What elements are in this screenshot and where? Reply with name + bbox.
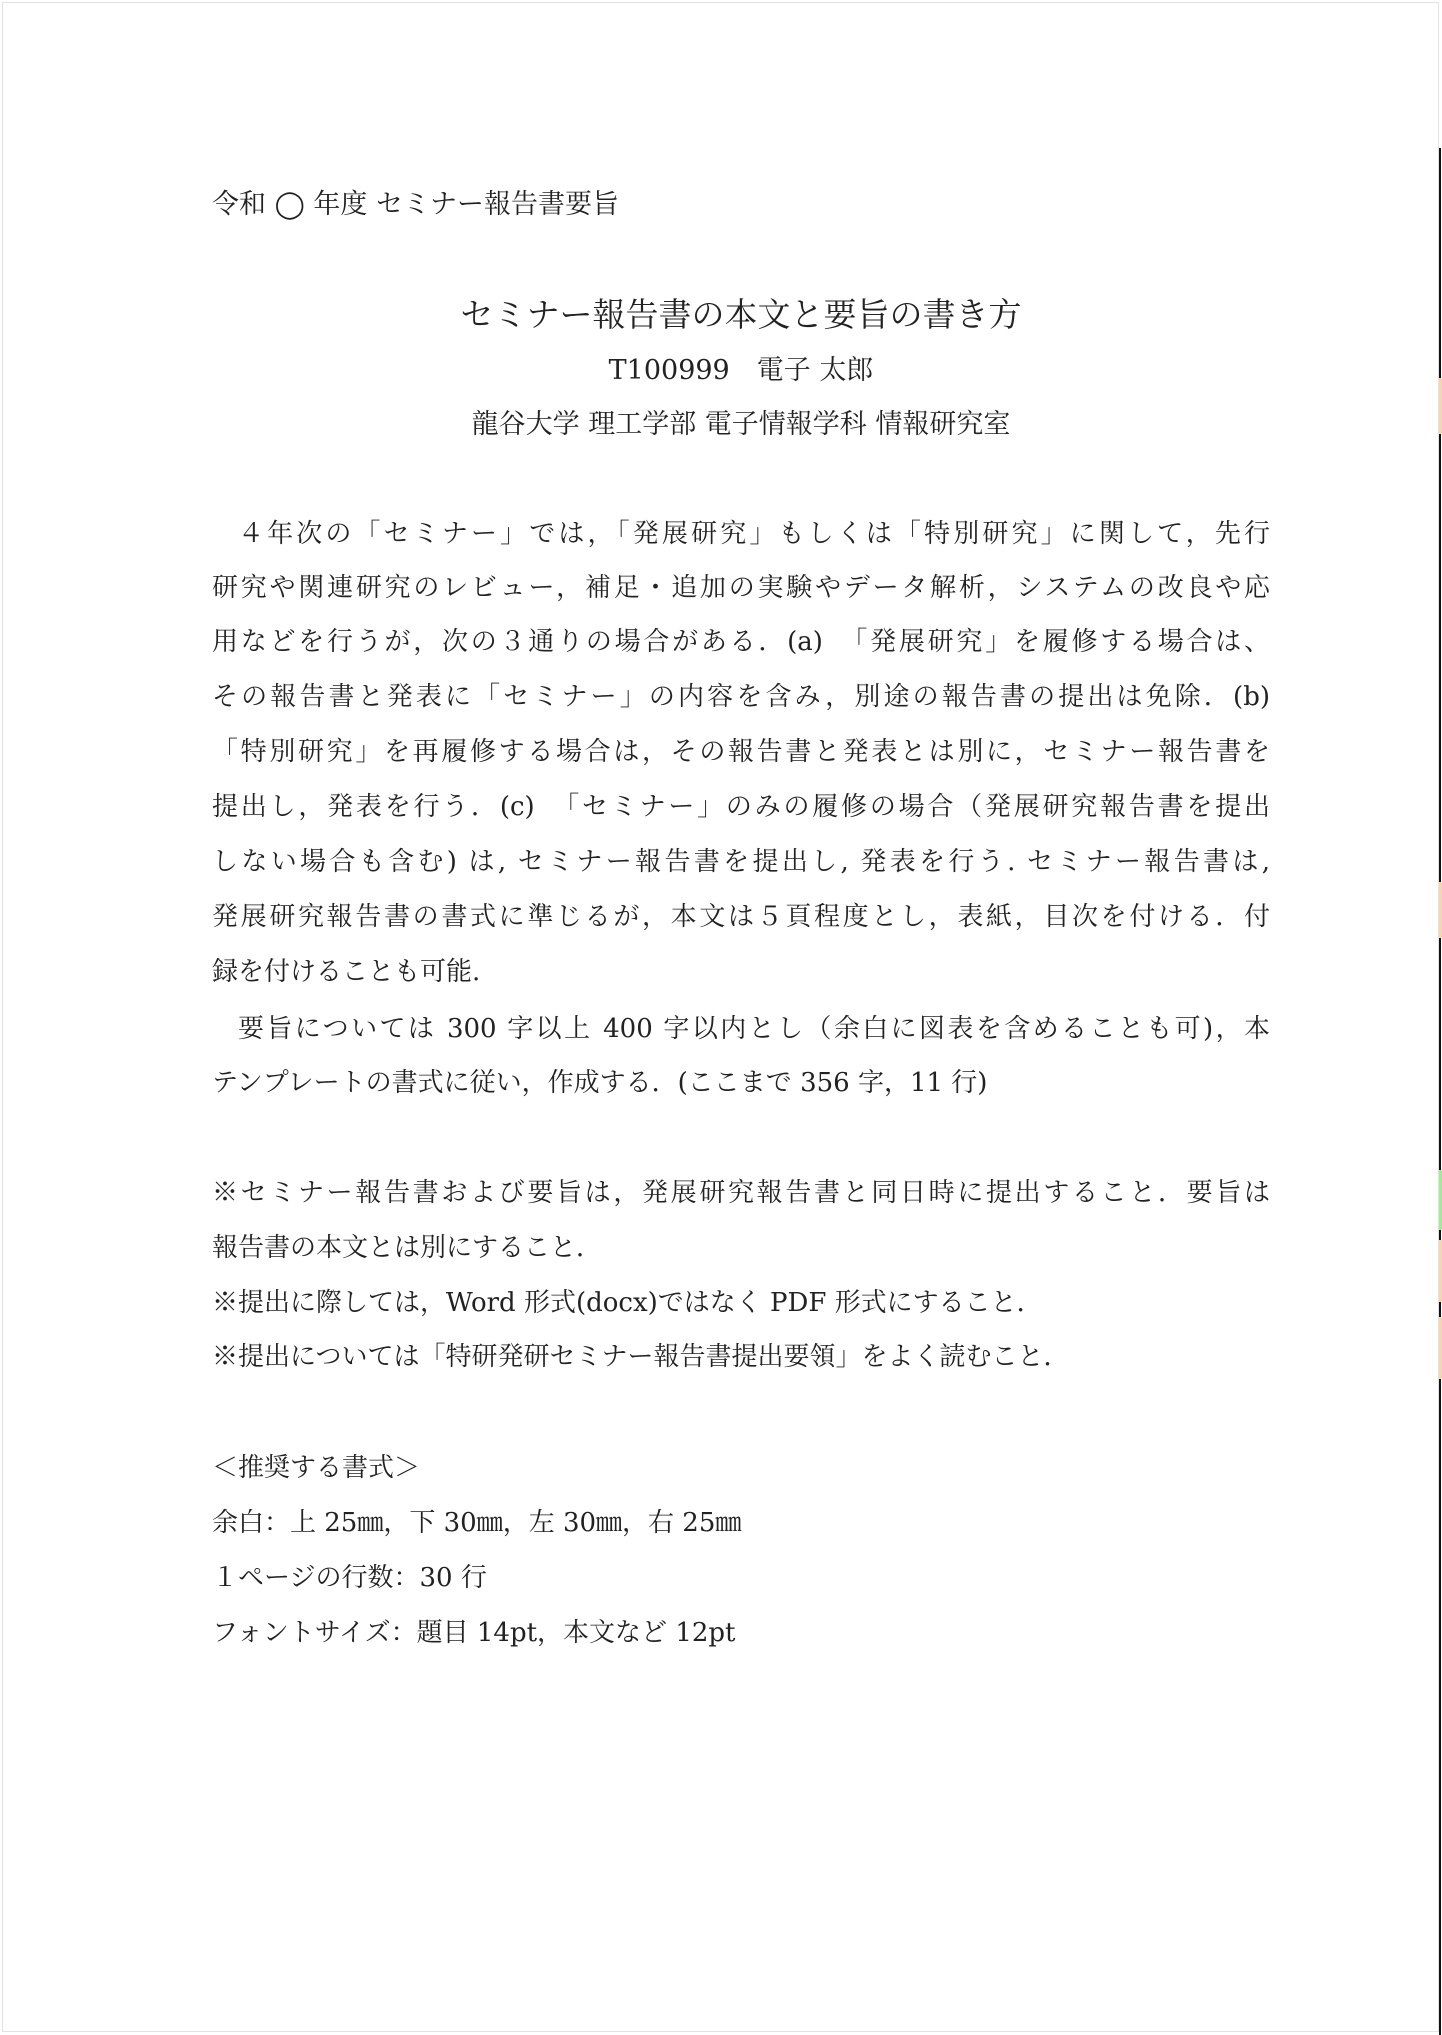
format-font-size: フォントサイズ：題目 14pt，本文など 12pt [212, 1618, 736, 1648]
abstract-line: しない場合も含む) は, セミナー報告書を提出し, 発表を行う. セミナー報告書は, [212, 847, 1270, 877]
abstract-line: 要旨については 300 字以上 400 字以内とし（余白に図表を含めることも可)，本 [238, 1014, 1270, 1044]
note-line: ※セミナー報告書および要旨は，発展研究報告書と同日時に提出すること．要旨は [212, 1178, 1270, 1208]
note-line: ※提出については「特研発研セミナー報告書提出要領」をよく読むこと． [212, 1342, 1070, 1372]
abstract-line: 提出し，発表を行う．(c) 「セミナー」のみの履修の場合（発展研究報告書を提出 [212, 792, 1270, 822]
document-title: セミナー報告書の本文と要旨の書き方 [460, 295, 1022, 334]
note-line: 報告書の本文とは別にすること． [212, 1233, 603, 1263]
abstract-line: その報告書と発表に「セミナー」の内容を含み，別途の報告書の提出は免除．(b) [212, 682, 1270, 712]
affiliation-line: 龍谷大学 理工学部 電子情報学科 情報研究室 [471, 409, 1011, 440]
abstract-line: テンプレートの書式に従い，作成する．(ここまで 356 字，11 行) [212, 1068, 988, 1098]
abstract-line: 用などを行うが，次の３通りの場合がある．(a) 「発展研究」を履修する場合は、 [212, 627, 1270, 657]
abstract-line: 「特別研究」を再履修する場合は，その報告書と発表とは別に，セミナー報告書を [212, 737, 1270, 767]
abstract-line: 研究や関連研究のレビュー，補足・追加の実験やデータ解析，システムの改良や応 [212, 573, 1270, 603]
report-year-header: 令和 ◯ 年度 セミナー報告書要旨 [212, 189, 619, 220]
abstract-line: 録を付けることも可能. [212, 957, 481, 987]
author-line: T100999 電子 太郎 [608, 355, 874, 386]
note-line: ※提出に際しては，Word 形式(docx)ではなく PDF 形式にすること． [212, 1288, 1043, 1318]
abstract-line: ４年次の「セミナー」では，「発展研究」もしくは「特別研究」に関して，先行 [238, 519, 1270, 549]
format-margins: 余白：上 25㎜，下 30㎜，左 30㎜，右 25㎜ [212, 1508, 742, 1538]
document-page [2, 2, 1439, 2032]
abstract-line: 発展研究報告書の書式に準じるが，本文は５頁程度とし，表紙，目次を付ける．付 [212, 902, 1270, 932]
format-lines-per-page: １ページの行数：30 行 [212, 1563, 487, 1593]
format-heading: ＜推奨する書式＞ [212, 1453, 421, 1483]
